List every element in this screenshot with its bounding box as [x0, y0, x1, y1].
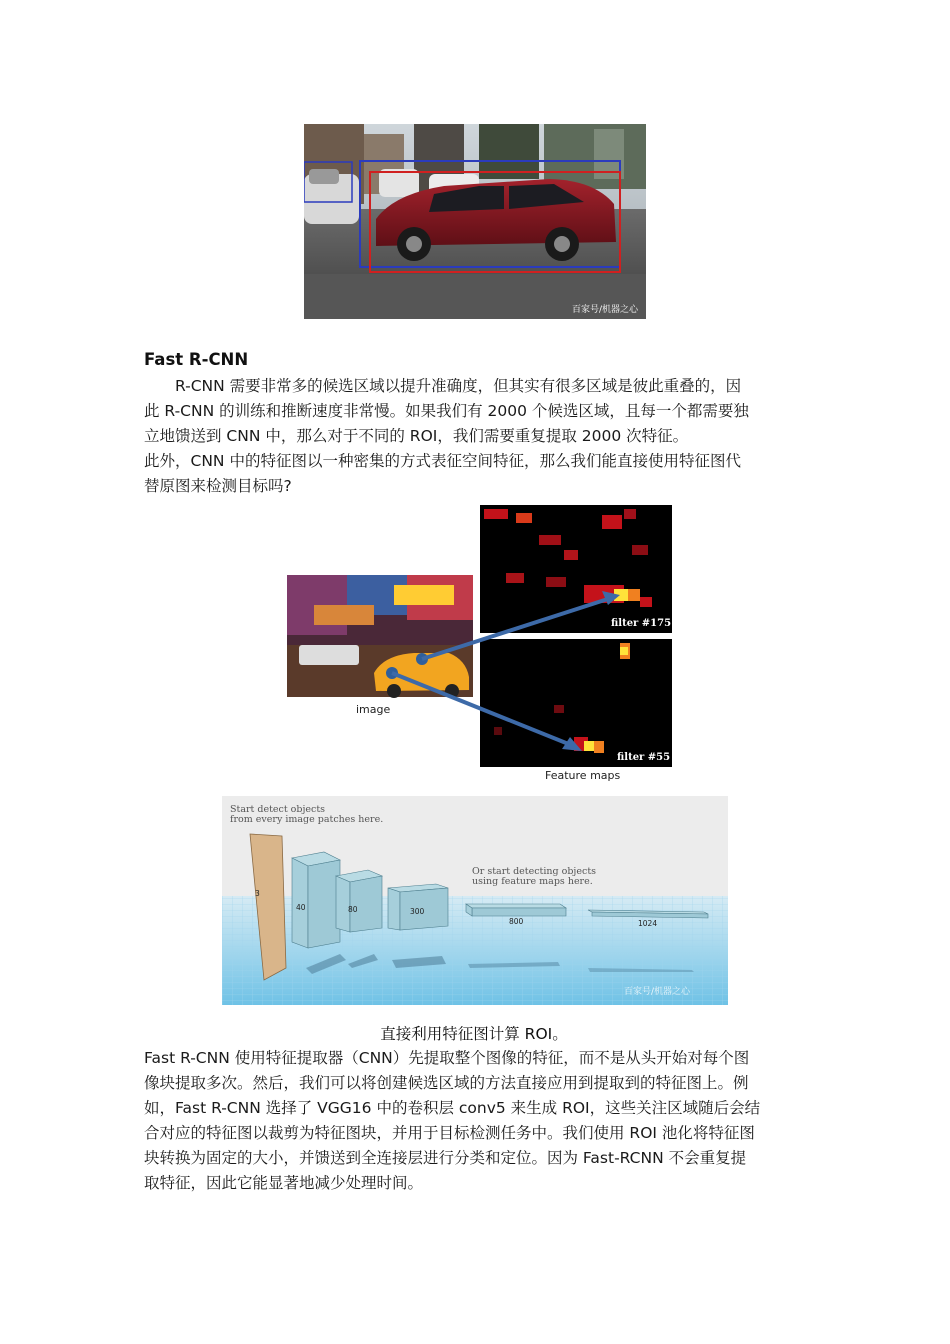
fc-layer-800: [472, 908, 566, 916]
para-line: 合对应的特征图以裁剪为特征图块，并用于目标检测任务中。我们使用 ROI 池化将特征图: [144, 1124, 755, 1142]
intro-paragraph: [144, 374, 814, 499]
figure-caption: 直接利用特征图计算 ROI。: [380, 1025, 568, 1043]
image-label: image: [356, 703, 391, 716]
para-line: 此 R-CNN 的训练和推断速度非常慢。如果我们有 2000 个候选区域，且每一个都需要独: [144, 402, 749, 420]
para-line: 替原图来检测目标吗?: [144, 477, 292, 495]
section-heading: Fast R-CNN: [144, 350, 249, 369]
filter-175-label: filter #175: [611, 618, 672, 629]
watermark-1: 百家号/机器之心: [572, 305, 639, 315]
feature-maps-label: Feature maps: [545, 769, 621, 782]
watermark-3: 百家号/机器之心: [624, 987, 691, 997]
para-line: 像块提取多次。然后，我们可以将创建候选区域的方法直接应用到提取到的特征图上。例: [144, 1074, 749, 1092]
body-paragraph: [144, 1046, 814, 1196]
para-line: 取特征，因此它能显著地减少处理时间。: [144, 1174, 424, 1192]
layer-800-label: 800: [509, 917, 524, 926]
para-line: R-CNN 需要非常多的候选区域以提升准确度，但其实有很多区域是彼此重叠的，因: [175, 377, 742, 395]
car-detection-image: [304, 124, 646, 319]
layer-1024-label: 1024: [638, 919, 658, 928]
note-start-line2: from every image patches here.: [230, 814, 384, 825]
para-line: 立地馈送到 CNN 中，那么对于不同的 ROI，我们需要重复提取 2000 次特征。: [144, 427, 689, 445]
para-line: 块转换为固定的大小，并馈送到全连接层进行分类和定位。因为 Fast-RCNN 不会重复提: [144, 1149, 747, 1167]
para-line: 此外，CNN 中的特征图以一种密集的方式表征空间特征，那么我们能直接使用特征图代: [144, 452, 741, 470]
street-photo: [287, 575, 473, 698]
layer-80-label: 80: [348, 905, 358, 914]
note-or-line1: Or start detecting objects: [472, 866, 597, 877]
note-or-line2: using feature maps here.: [472, 876, 593, 887]
layer-3-label: 3: [255, 889, 260, 898]
conv-layer-40: [308, 860, 340, 948]
para-line: 如，Fast R-CNN 选择了 VGG16 中的卷积层 conv5 来生成 ROI，这些关注区域随后会结: [144, 1099, 761, 1117]
layer-40-label: 40: [296, 903, 306, 912]
feature-map-175: [480, 505, 672, 633]
conv-layer-80: [350, 876, 382, 932]
cnn-layers-figure: [222, 796, 728, 1005]
para-line: Fast R-CNN 使用特征提取器（CNN）先提取整个图像的特征，而不是从头开始对每个图: [144, 1049, 750, 1067]
filter-55-label: filter #55: [617, 752, 671, 763]
note-start-line1: Start detect objects: [230, 804, 326, 815]
layer-300-label: 300: [410, 907, 425, 916]
feature-map-figure: [284, 505, 676, 787]
